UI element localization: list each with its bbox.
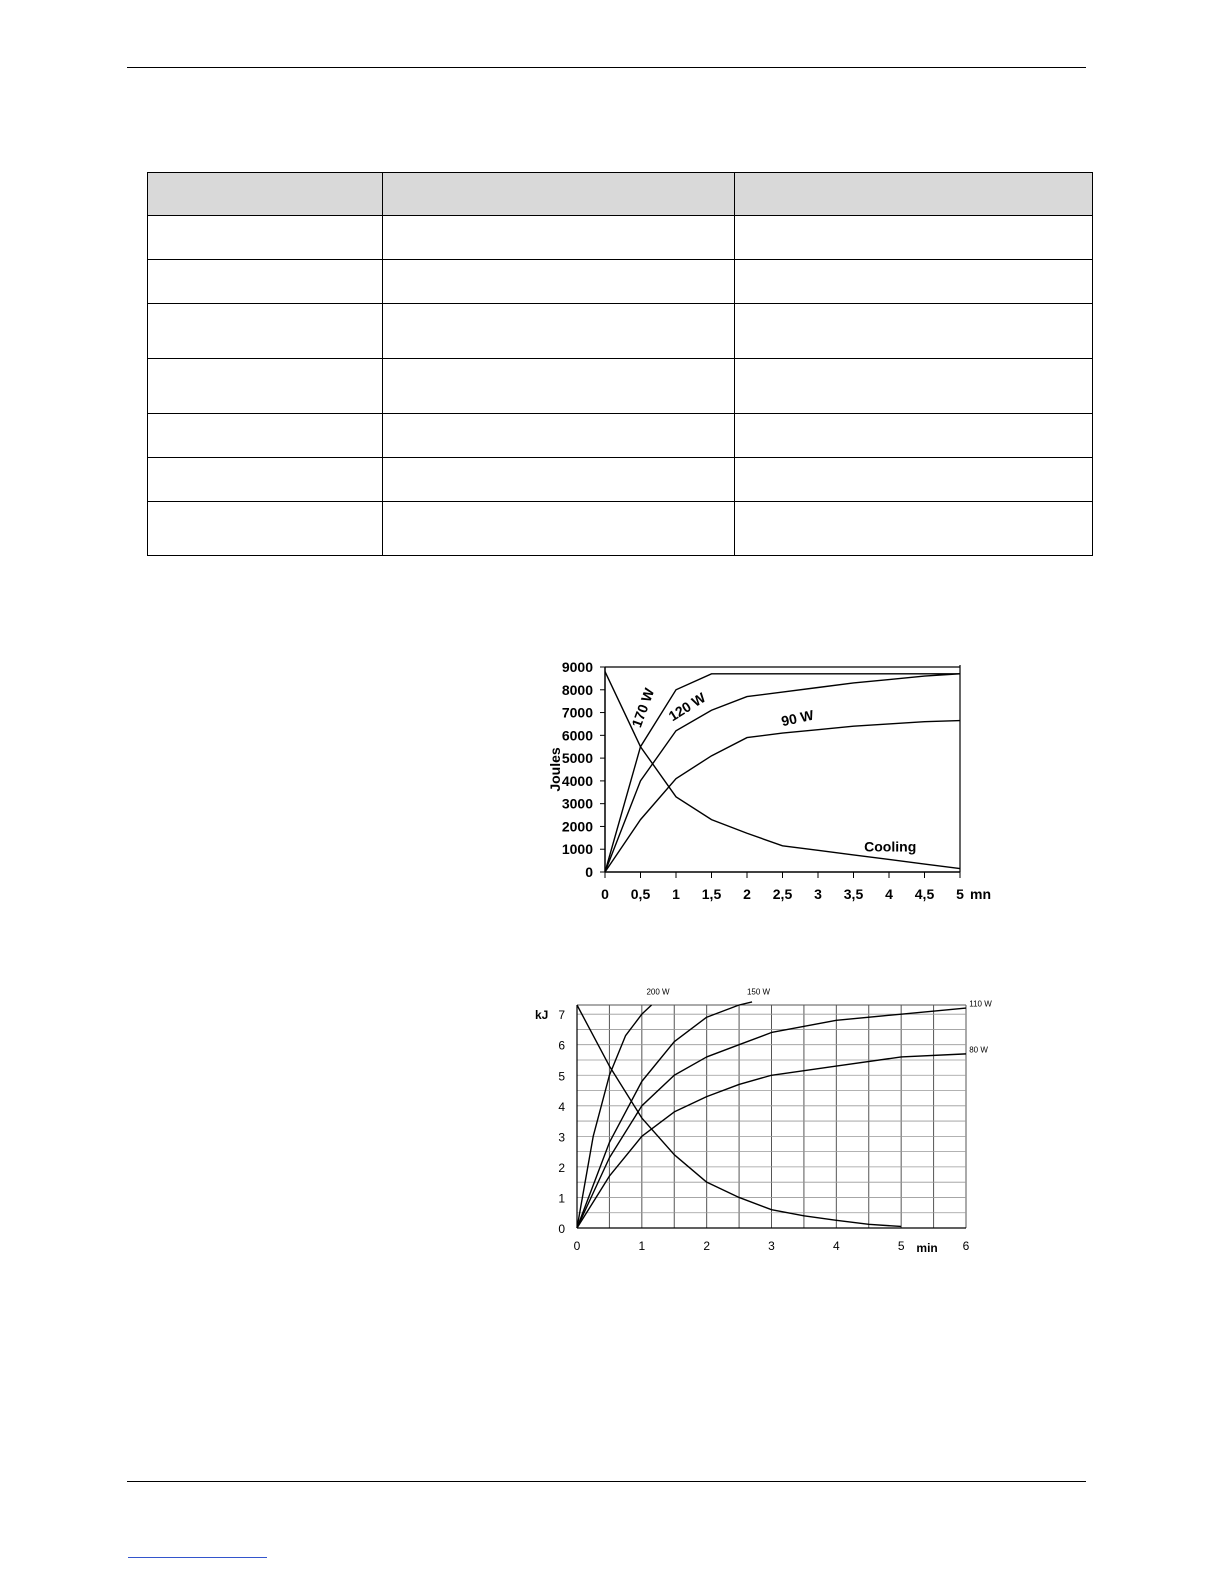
y-tick-label: 6 (558, 1038, 565, 1053)
series-label-90-w: 90 W (779, 706, 816, 730)
x-tick-label: 2 (703, 1239, 711, 1253)
series-label-150-w: 150 W (746, 987, 771, 997)
y-tick-label: 7 (558, 1008, 565, 1023)
x-tick-label: 1,5 (701, 886, 722, 902)
table-cell (383, 359, 735, 414)
table-cell (383, 260, 735, 304)
y-tick-label: 0 (558, 1222, 565, 1236)
table-row (148, 359, 1093, 414)
y-tick-label: 0 (585, 864, 593, 880)
table-header-row (148, 173, 1093, 216)
y-tick-label: 9000 (561, 659, 593, 675)
table-cell (148, 359, 383, 414)
series-label-170-w: 170 W (628, 686, 658, 730)
y-tick-label: 5 (558, 1069, 565, 1084)
table-cell (735, 414, 1093, 458)
x-tick-label: 2 (743, 886, 751, 902)
table-cell (735, 260, 1093, 304)
table-cell (383, 304, 735, 359)
table-cell (383, 414, 735, 458)
header-rule (127, 67, 1086, 68)
x-tick-label: 4 (885, 886, 893, 902)
y-tick-label: 2000 (561, 818, 593, 835)
table-cell (148, 304, 383, 359)
table-cell (383, 216, 735, 260)
table-row (148, 502, 1093, 556)
y-tick-label: 3 (558, 1130, 565, 1145)
table-header-cell (735, 173, 1093, 216)
y-tick-label: 4 (558, 1099, 565, 1114)
spec-table (147, 172, 1093, 556)
series-label-cooling: Cooling (864, 838, 917, 855)
table-cell (735, 304, 1093, 359)
y-axis-label: Joules (547, 747, 563, 792)
table-cell (735, 458, 1093, 502)
table-cell (148, 414, 383, 458)
x-tick-label: 3 (768, 1239, 775, 1253)
table-row (148, 458, 1093, 502)
energy-chart-joules (530, 650, 1000, 910)
y-tick-label: 1000 (561, 841, 593, 858)
x-tick-label: 6 (962, 1239, 970, 1253)
y-axis-label: kJ (535, 1008, 549, 1023)
table-row (148, 216, 1093, 260)
y-tick-label: 8000 (561, 681, 593, 698)
series-label-200-w: 200 W (646, 987, 670, 997)
table-cell (148, 216, 383, 260)
y-tick-label: 3000 (561, 795, 593, 812)
x-tick-label: 1 (672, 886, 680, 902)
y-tick-label: 2 (558, 1160, 565, 1175)
x-tick-label: 3 (814, 886, 822, 902)
x-unit-label: mn (970, 886, 991, 902)
y-tick-label: 5000 (561, 750, 593, 767)
table-header-cell (148, 173, 383, 216)
table-row (148, 414, 1093, 458)
y-tick-label: 7000 (561, 704, 593, 721)
series-label-110-w: 110 W (969, 999, 992, 1009)
table-cell (148, 260, 383, 304)
y-tick-label: 1 (558, 1191, 565, 1206)
series-label-120-w: 120 W (665, 689, 709, 725)
x-tick-label: 0,5 (630, 886, 651, 902)
x-tick-label: 4 (832, 1239, 840, 1253)
x-tick-label: 2,5 (772, 886, 793, 902)
table-cell (148, 502, 383, 556)
series-label-80-w: 80 W (969, 1045, 988, 1055)
x-tick-label: 3,5 (843, 886, 864, 902)
table-row (148, 304, 1093, 359)
table-header-cell (383, 173, 735, 216)
x-tick-label: 0 (573, 1239, 581, 1253)
footer-link-underline (128, 1557, 267, 1558)
table-row (148, 260, 1093, 304)
table-cell (383, 502, 735, 556)
x-tick-label: 1 (638, 1239, 646, 1253)
series-line-150-w (577, 1002, 752, 1228)
energy-chart-kj (520, 985, 1000, 1260)
y-tick-label: 4000 (561, 772, 593, 789)
x-tick-label: 4,5 (914, 886, 935, 902)
table-cell (383, 458, 735, 502)
footer-rule (127, 1481, 1086, 1482)
table-cell (735, 502, 1093, 556)
table-cell (735, 359, 1093, 414)
x-tick-label: 5 (897, 1239, 905, 1253)
x-tick-label: 0 (601, 886, 609, 902)
x-axis-label: min (916, 1241, 938, 1255)
x-tick-label: 5 (956, 886, 964, 902)
table-cell (148, 458, 383, 502)
table-cell (735, 216, 1093, 260)
y-tick-label: 6000 (561, 727, 593, 744)
